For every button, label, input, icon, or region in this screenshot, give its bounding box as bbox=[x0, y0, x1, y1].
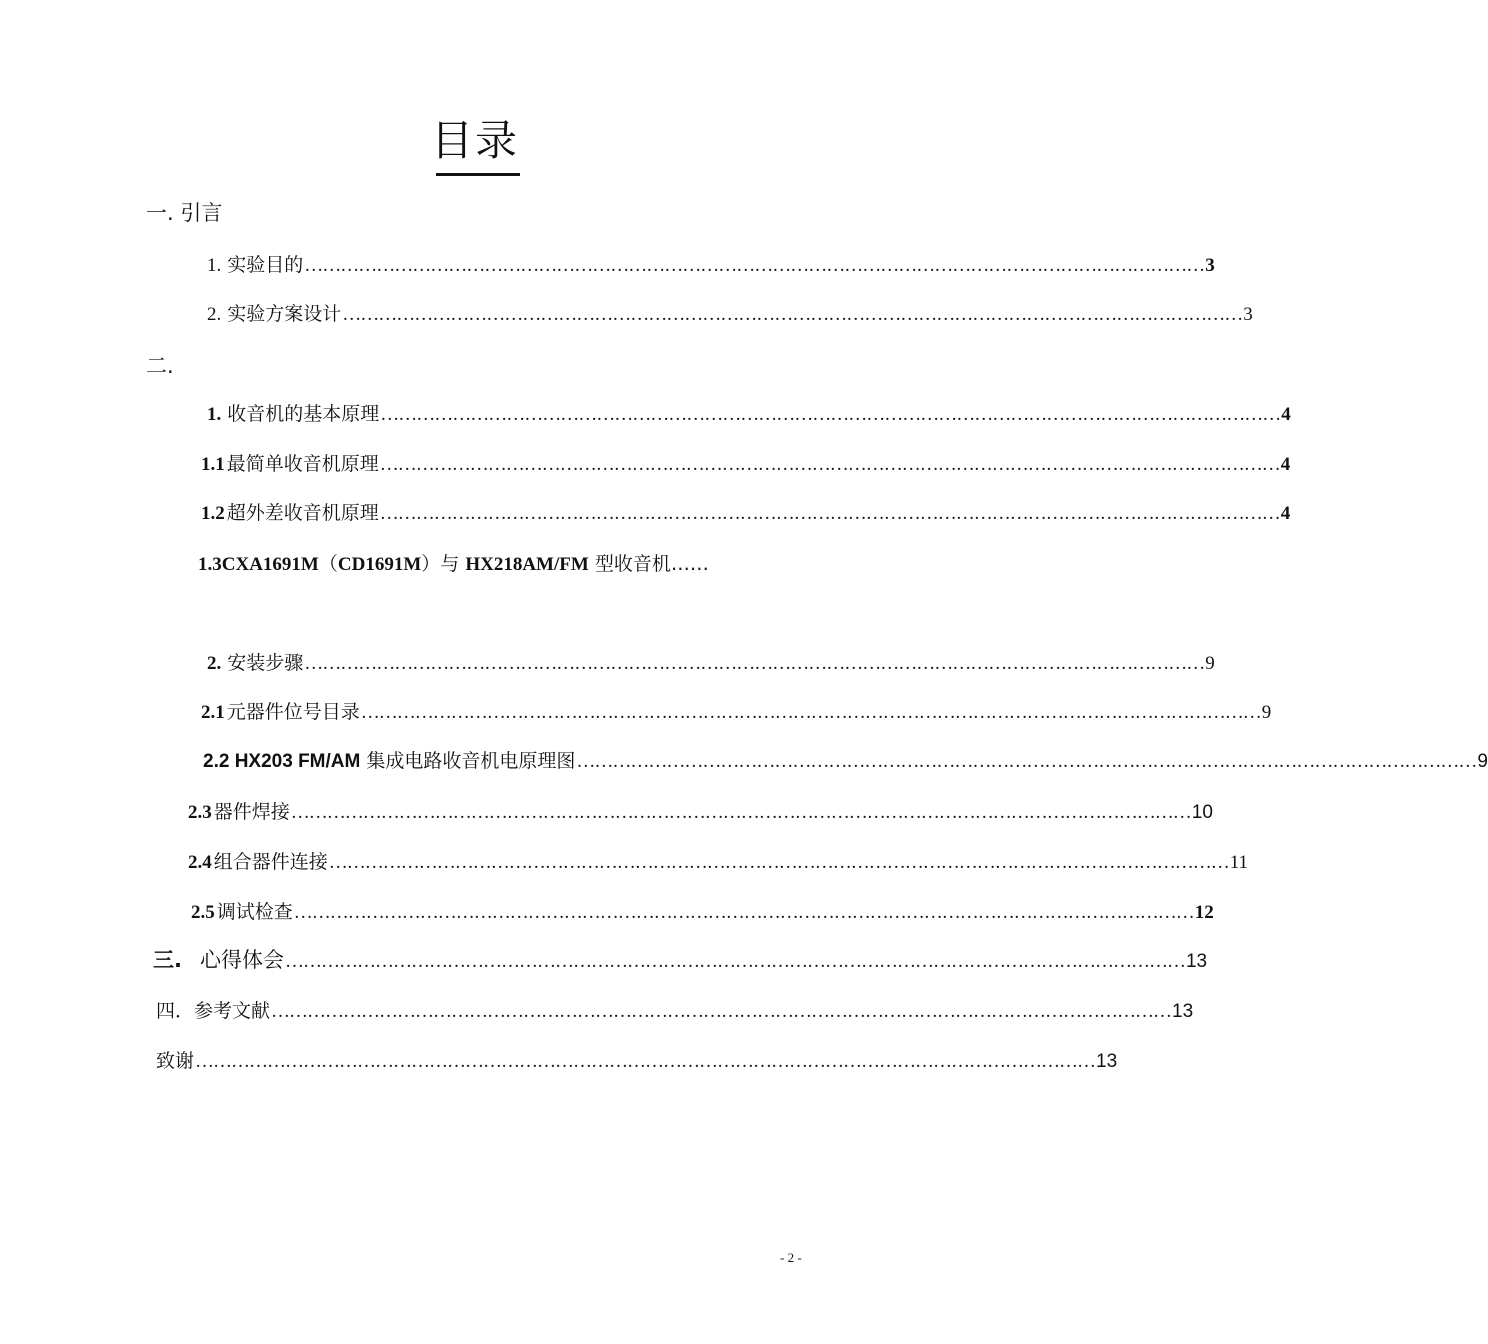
toc-entry[interactable] bbox=[156, 1046, 1118, 1073]
toc-number: 1. bbox=[207, 404, 222, 425]
toc-text: 四．参考文献 bbox=[156, 1000, 271, 1022]
toc-leader: …………………………………………………………………………………………………………………………………… bbox=[328, 852, 1229, 873]
toc-leader: …………………………………………………………………………………………………………………………………… bbox=[360, 702, 1261, 723]
toc-number: 2.4 bbox=[188, 852, 212, 873]
toc-page: 4 bbox=[1280, 454, 1291, 475]
toc-text: 致谢 bbox=[156, 1050, 195, 1072]
toc-text: 收音机的基本原理 bbox=[227, 403, 380, 425]
toc-page: 3 bbox=[1243, 304, 1253, 325]
title-underline bbox=[436, 173, 520, 176]
toc-leader: …………………………………………………………………………………………………………………………………… bbox=[379, 503, 1280, 524]
toc-text: 实验方案设计 bbox=[227, 303, 342, 325]
toc-entry[interactable] bbox=[207, 299, 1253, 326]
toc-entry[interactable] bbox=[207, 399, 1291, 426]
toc-page: 12 bbox=[1194, 902, 1214, 923]
toc-entry[interactable] bbox=[203, 746, 1488, 773]
toc-page: 13 bbox=[1096, 1051, 1118, 1072]
toc-leader: …………………………………………………………………………………………………………………………………… bbox=[304, 255, 1205, 276]
toc-page: 4 bbox=[1281, 404, 1291, 425]
toc-entry[interactable] bbox=[207, 250, 1215, 277]
toc-number: 三. bbox=[153, 948, 182, 972]
toc-leader: …………………………………………………………………………………………………………………………………… bbox=[293, 902, 1194, 923]
toc-leader: …………………………………………………………………………………………………………………………………… bbox=[342, 304, 1243, 325]
toc-long-part: ）与 bbox=[421, 553, 466, 575]
toc-leader: …………………………………………………………………………………………………………………………………… bbox=[304, 653, 1205, 674]
toc-leader: …………………………………………………………………………………………………………………………………… bbox=[271, 1001, 1172, 1022]
toc-text: 超外差收音机原理 bbox=[226, 502, 379, 524]
toc-entry[interactable] bbox=[191, 897, 1214, 924]
toc-page: 13 bbox=[1172, 1001, 1194, 1022]
toc-number: 1.1 bbox=[201, 454, 225, 475]
toc-leader: …………………………………………………………………………………………………………………………………… bbox=[284, 951, 1185, 972]
toc-leader: …………………………………………………………………………………………………………………………………… bbox=[195, 1051, 1096, 1072]
toc-text: 安装步骤 bbox=[227, 652, 304, 674]
toc-number: 2.2 HX203 FM/AM bbox=[203, 751, 361, 772]
toc-leader: …………………………………………………………………………………………………………………………………… bbox=[576, 751, 1477, 772]
toc-entry-long[interactable] bbox=[198, 549, 709, 576]
section-heading-2: 二. bbox=[146, 354, 174, 378]
toc-entry[interactable] bbox=[153, 944, 1208, 974]
toc-entry[interactable] bbox=[156, 996, 1194, 1023]
toc-page: 11 bbox=[1229, 852, 1249, 873]
toc-number: 1.2 bbox=[201, 503, 225, 524]
toc-text: 器件焊接 bbox=[213, 801, 290, 823]
toc-page: 10 bbox=[1191, 802, 1213, 823]
page-number: - 2 - bbox=[780, 1250, 802, 1265]
toc-page: 4 bbox=[1280, 503, 1291, 524]
toc-number: 2. bbox=[207, 653, 222, 674]
toc-entry[interactable] bbox=[201, 697, 1272, 724]
toc-text: 元器件位号目录 bbox=[226, 701, 360, 723]
toc-page: 9 bbox=[1477, 751, 1488, 772]
toc-leader: …………………………………………………………………………………………………………………………………… bbox=[380, 404, 1281, 425]
toc-text: 实验目的 bbox=[227, 254, 304, 276]
toc-entry[interactable] bbox=[207, 648, 1215, 675]
toc-number: 2.5 bbox=[191, 902, 215, 923]
toc-long-part: CD1691M bbox=[337, 554, 422, 575]
toc-text: 集成电路收音机电原理图 bbox=[366, 750, 576, 772]
toc-long-part: HX218AM/FM bbox=[465, 554, 589, 575]
toc-text: 调试检查 bbox=[216, 901, 293, 923]
toc-long-part: 型收音机…… bbox=[588, 553, 709, 575]
toc-leader: …………………………………………………………………………………………………………………………………… bbox=[290, 802, 1191, 823]
toc-number: 2. bbox=[207, 304, 222, 325]
toc-page: 9 bbox=[1261, 702, 1272, 723]
toc-long-part: 1.3CXA1691M bbox=[198, 554, 319, 575]
toc-entry[interactable] bbox=[188, 847, 1249, 874]
toc-number: 2.3 bbox=[188, 802, 212, 823]
toc-number: 2.1 bbox=[201, 702, 225, 723]
toc-text: 最简单收音机原理 bbox=[226, 453, 379, 475]
toc-page: 9 bbox=[1205, 653, 1215, 674]
toc-leader: …………………………………………………………………………………………………………………………………… bbox=[379, 454, 1280, 475]
page-title: 目录 bbox=[430, 116, 519, 165]
toc-text: 心得体会 bbox=[199, 948, 284, 972]
toc-entry[interactable] bbox=[201, 498, 1291, 525]
toc-entry[interactable] bbox=[188, 797, 1213, 824]
toc-number: 1. bbox=[207, 255, 222, 276]
section-heading-1: 一. 引言 bbox=[146, 201, 223, 225]
toc-page: 3 bbox=[1205, 255, 1215, 276]
toc-long-part: （ bbox=[318, 553, 338, 575]
toc-page: 13 bbox=[1185, 951, 1208, 972]
toc-text: 组合器件连接 bbox=[213, 851, 328, 873]
toc-entry[interactable] bbox=[201, 449, 1291, 476]
